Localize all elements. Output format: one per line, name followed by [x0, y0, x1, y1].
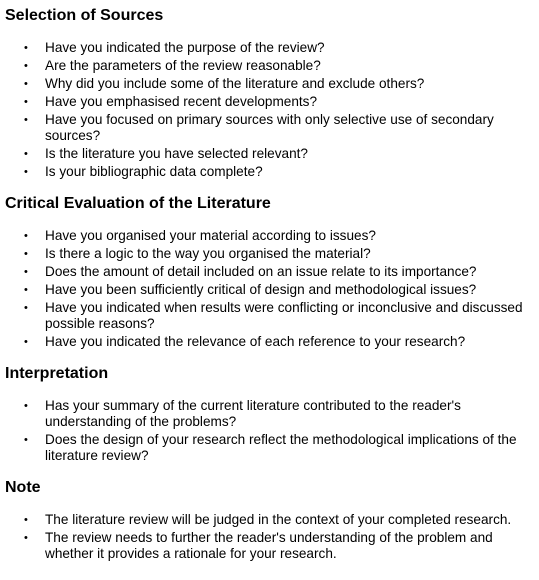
section-title: Interpretation [5, 365, 109, 382]
list-item: • Have you indicated when results were conflicting or inconclusive and discussed possible reasons? [5, 300, 537, 332]
list-item: • Does the amount of detail included on an issue relate to its importance? [5, 264, 537, 280]
bullet-list [5, 398, 539, 464]
list-item: • Why did you include some of the literature and exclude others? [5, 76, 537, 92]
list-item: • Have you indicated the relevance of each reference to your research? [5, 334, 537, 350]
bullet-list [5, 512, 539, 562]
list-item: • Are the parameters of the review reasonable? [5, 58, 537, 74]
section-interpretation [5, 364, 539, 464]
list-item: • The literature review will be judged in the context of your completed research. [5, 512, 537, 528]
list-item: • Have you been sufficiently critical of design and methodological issues? [5, 282, 537, 298]
list-item: • Have you emphasised recent developments? [5, 94, 537, 110]
section-title: Selection of Sources [5, 7, 164, 24]
list-item: • Is there a logic to the way you organised the material? [5, 246, 537, 262]
section-critical-evaluation [5, 194, 539, 350]
list-item: • Does the design of your research reflect the methodological implications of the literature review? [5, 432, 537, 464]
section-title: Critical Evaluation of the Literature [5, 195, 271, 212]
section-note [5, 478, 539, 562]
section-title: Note [5, 479, 41, 496]
list-item: • Have you organised your material according to issues? [5, 228, 537, 244]
bullet-list [5, 228, 539, 350]
bullet-list [5, 40, 539, 180]
list-item: • Have you indicated the purpose of the review? [5, 40, 537, 56]
list-item: • Has your summary of the current literature contributed to the reader's understanding of the problems? [5, 398, 537, 430]
list-item: • Is the literature you have selected relevant? [5, 146, 537, 162]
list-item: • Is your bibliographic data complete? [5, 164, 537, 180]
section-selection-of-sources [5, 6, 539, 180]
list-item: • The review needs to further the reader's understanding of the problem and whether it provides a rationale for your research. [5, 530, 537, 562]
list-item: • Have you focused on primary sources with only selective use of secondary sources? [5, 112, 537, 144]
